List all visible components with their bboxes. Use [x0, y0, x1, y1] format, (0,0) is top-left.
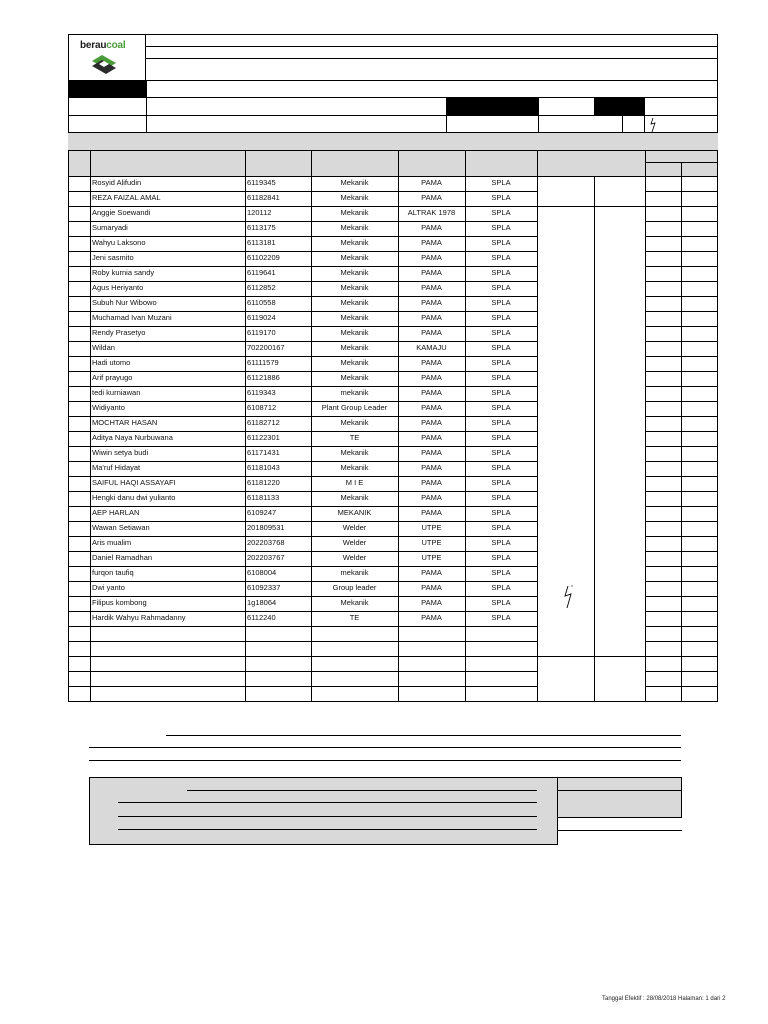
cell-position: Mekanik	[340, 598, 369, 607]
cell-name: furqon taufiq	[92, 568, 134, 577]
cell-company: PAMA	[421, 613, 442, 622]
approval-box	[89, 777, 682, 845]
cell-company: PAMA	[421, 448, 442, 457]
cell-company: PAMA	[421, 238, 442, 247]
header-rule	[146, 58, 718, 59]
cell-position: TE	[349, 613, 360, 622]
table-row	[68, 221, 718, 236]
cell-name: tedi kurniawan	[92, 388, 141, 397]
cell-position: Mekanik	[340, 418, 369, 427]
cell-name: Wiwin setya budi	[92, 448, 149, 457]
company-logo	[80, 40, 125, 51]
cell-company: PAMA	[421, 223, 442, 232]
cell-company: PAMA	[421, 358, 442, 367]
cell-employee-id: 61171431	[247, 448, 280, 457]
cell-employee-id: 202203767	[247, 553, 285, 562]
cell-employee-id: 61181220	[247, 478, 280, 487]
cell-name: Roby kurnia sandy	[92, 268, 155, 277]
table-row	[68, 401, 718, 416]
cell-department: SPLA	[491, 508, 511, 517]
cell-name: AEP HARLAN	[92, 508, 140, 517]
table-row	[68, 551, 718, 566]
cell-department: SPLA	[491, 493, 511, 502]
cell-employee-id: 61111579	[247, 358, 279, 367]
cell-name: Aris mualim	[92, 538, 132, 547]
cell-employee-id: 61181043	[247, 463, 280, 472]
cell-name: Hengki danu dwi yulianto	[92, 493, 176, 502]
cell-department: SPLA	[491, 373, 511, 382]
cell-employee-id: 6119345	[247, 178, 276, 187]
cell-department: SPLA	[491, 418, 511, 427]
cell-position: Mekanik	[340, 223, 369, 232]
cell-employee-id: 6108004	[247, 568, 277, 577]
cell-position: Mekanik	[340, 193, 369, 202]
cell-employee-id: 6119641	[247, 268, 276, 277]
approval-line	[558, 830, 682, 831]
cell-name: MOCHTAR HASAN	[92, 418, 158, 427]
approval-line	[118, 829, 537, 830]
cell-department: SPLA	[491, 463, 511, 472]
cell-employee-id: 6119024	[247, 313, 276, 322]
signature-mark-icon	[562, 584, 576, 610]
cell-department: SPLA	[491, 343, 511, 352]
header-rule	[146, 81, 147, 133]
approval-signature-cell	[558, 817, 682, 845]
table-row	[68, 326, 718, 341]
cell-name: Sumaryadi	[92, 223, 128, 232]
cell-employee-id: 6109247	[247, 508, 277, 517]
table-row-line	[68, 656, 537, 657]
cell-name: Aditya Naya Nurbuwana	[92, 433, 173, 442]
cell-employee-id: 61122301	[247, 433, 280, 442]
table-row	[68, 356, 718, 371]
cell-position: Mekanik	[340, 328, 369, 337]
table-row	[68, 416, 718, 431]
cell-department: SPLA	[491, 193, 511, 202]
table-row	[68, 506, 718, 521]
cell-department: SPLA	[491, 613, 511, 622]
cell-company: PAMA	[421, 298, 442, 307]
cell-name: Filipus kombong	[92, 598, 147, 607]
cell-name: Wawan Setiawan	[92, 523, 150, 532]
cell-position: Mekanik	[340, 298, 369, 307]
cell-company: PAMA	[421, 418, 442, 427]
header-black-field	[446, 98, 538, 115]
cell-company: PAMA	[421, 568, 442, 577]
cell-name: Rendy Prasetyo	[92, 328, 146, 337]
cell-position: Mekanik	[340, 283, 369, 292]
cell-name: Hardik Wahyu Rahmadanny	[92, 613, 186, 622]
cell-employee-id: 702200167	[247, 343, 285, 352]
logo-text-coal: coal	[106, 40, 126, 51]
document-header	[68, 34, 718, 150]
cell-department: SPLA	[491, 268, 511, 277]
cell-company: PAMA	[421, 583, 442, 592]
cell-company: KAMAJU	[416, 343, 447, 352]
table-row	[68, 476, 718, 491]
cell-company: PAMA	[421, 463, 442, 472]
cell-department: SPLA	[491, 388, 511, 397]
cell-department: SPLA	[491, 313, 511, 322]
cell-department: SPLA	[491, 253, 511, 262]
table-row	[68, 581, 718, 596]
cell-position: Mekanik	[340, 343, 369, 352]
table-row-line	[68, 626, 537, 627]
cell-company: PAMA	[421, 253, 442, 262]
table-row-line	[645, 656, 718, 657]
header-rule	[644, 98, 645, 133]
cell-company: PAMA	[421, 508, 442, 517]
table-row	[68, 611, 718, 626]
cell-position: Mekanik	[340, 358, 369, 367]
table-row-line	[68, 641, 537, 642]
cell-company: UTPE	[421, 538, 442, 547]
cell-position: Mekanik	[340, 463, 369, 472]
cell-position: Mekanik	[340, 493, 369, 502]
table-row-line	[645, 626, 718, 627]
cell-employee-id: 6110558	[247, 298, 276, 307]
cell-company: PAMA	[421, 373, 442, 382]
cell-company: PAMA	[421, 328, 442, 337]
cell-position: MEKANIK	[337, 508, 372, 517]
approval-line	[187, 790, 537, 791]
cell-company: UTPE	[421, 523, 442, 532]
cell-department: SPLA	[491, 538, 511, 547]
table-row-line	[537, 656, 594, 657]
header-rule	[146, 46, 718, 47]
cell-company: PAMA	[421, 493, 442, 502]
notes-line	[166, 735, 681, 736]
cell-position: Mekanik	[340, 268, 369, 277]
table-row	[68, 206, 718, 221]
cell-position: Mekanik	[340, 448, 369, 457]
cell-department: SPLA	[491, 298, 511, 307]
notes-line	[89, 760, 681, 761]
table-header-band	[68, 133, 718, 150]
table-row	[68, 596, 718, 611]
cell-department: SPLA	[491, 283, 511, 292]
cell-company: PAMA	[421, 433, 442, 442]
cell-department: SPLA	[491, 553, 511, 562]
table-row	[68, 311, 718, 326]
cell-employee-id: 202203768	[247, 538, 285, 547]
notes-line	[89, 747, 681, 748]
cell-employee-id: 61102209	[247, 253, 280, 262]
cell-position: Mekanik	[340, 253, 369, 262]
cell-name: Arif prayugo	[92, 373, 133, 382]
table-row-line	[68, 701, 537, 702]
table-row	[68, 536, 718, 551]
table-row	[68, 386, 718, 401]
cell-department: SPLA	[491, 358, 511, 367]
cell-company: ALTRAK 1978	[407, 208, 456, 217]
table-row-line	[645, 671, 718, 672]
cell-company: PAMA	[421, 478, 442, 487]
cell-name: Daniel Ramadhan	[92, 553, 153, 562]
table-row	[68, 521, 718, 536]
cell-department: SPLA	[491, 433, 511, 442]
cell-department: SPLA	[491, 178, 511, 187]
cell-company: UTPE	[421, 553, 442, 562]
approval-line	[118, 816, 537, 817]
header-rule	[446, 98, 447, 133]
cell-employee-id: 6112852	[247, 283, 276, 292]
cell-employee-id: 6113175	[247, 223, 276, 232]
cell-department: SPLA	[491, 448, 511, 457]
cell-name: Widiyanto	[92, 403, 125, 412]
cell-company: PAMA	[421, 193, 442, 202]
table-row-line	[645, 686, 718, 687]
cell-name: REZA FAIZAL AMAL	[92, 193, 161, 202]
header-rule	[622, 116, 623, 133]
cell-employee-id: 61182841	[247, 193, 280, 202]
cell-name: Rosyid Alifudin	[92, 178, 142, 187]
cell-employee-id: 61121886	[247, 373, 280, 382]
page-footer: Tanggal Efektif : 28/08/2018 Halaman: 1 dari 2	[602, 996, 726, 1002]
cell-department: SPLA	[491, 583, 511, 592]
cell-position: Group leader	[332, 583, 377, 592]
cell-name: Wahyu Laksono	[92, 238, 146, 247]
cell-employee-id: 6113181	[247, 238, 276, 247]
cell-employee-id: 6119343	[247, 388, 276, 397]
cell-position: Plant Group Leader	[321, 403, 388, 412]
cell-employee-id: 6119170	[247, 328, 276, 337]
table-row	[68, 236, 718, 251]
cell-department: SPLA	[491, 598, 511, 607]
table-row-line	[68, 686, 537, 687]
table-row	[68, 296, 718, 311]
cell-name: Anggie Soewandi	[92, 208, 151, 217]
cell-position: Welder	[342, 538, 367, 547]
cell-company: PAMA	[421, 178, 442, 187]
cell-company: PAMA	[421, 283, 442, 292]
table-row	[68, 491, 718, 506]
cell-department: SPLA	[491, 328, 511, 337]
cell-department: SPLA	[491, 208, 511, 217]
table-row	[68, 431, 718, 446]
header-rule	[538, 98, 539, 133]
cell-employee-id: 6108712	[247, 403, 277, 412]
table-row-line	[68, 671, 537, 672]
cell-company: PAMA	[421, 598, 442, 607]
cell-employee-id: 61092337	[247, 583, 281, 592]
cell-position: Welder	[342, 553, 367, 562]
cell-department: SPLA	[491, 403, 511, 412]
cell-company: PAMA	[421, 268, 442, 277]
table-row-line	[645, 162, 718, 163]
table-row	[68, 176, 718, 191]
cell-employee-id: 61182712	[247, 418, 280, 427]
cell-position: M I E	[345, 478, 364, 487]
header-black-field	[594, 98, 644, 115]
cell-position: Mekanik	[340, 313, 369, 322]
cell-employee-id: 1g18064	[247, 598, 277, 607]
table-row-line	[645, 641, 718, 642]
cell-position: mekanik	[340, 388, 369, 397]
cell-company: PAMA	[421, 403, 442, 412]
logo-cell	[68, 34, 146, 80]
cell-position: Mekanik	[340, 178, 369, 187]
table-row	[68, 446, 718, 461]
header-rule	[68, 80, 718, 81]
approval-line	[118, 802, 537, 803]
table-row	[68, 566, 718, 581]
cell-name: Dwi yanto	[92, 583, 125, 592]
cell-name: Muchamad Ivan Muzani	[92, 313, 172, 322]
cell-name: Subuh Nur Wibowo	[92, 298, 157, 307]
approval-line	[558, 790, 682, 791]
cell-position: TE	[349, 433, 360, 442]
table-row	[68, 281, 718, 296]
cell-position: Mekanik	[340, 238, 369, 247]
cell-employee-id: 120112	[247, 208, 272, 217]
cell-employee-id: 6112240	[247, 613, 276, 622]
cell-position: Welder	[342, 523, 367, 532]
table-row	[68, 341, 718, 356]
header-rule	[68, 115, 718, 116]
cell-department: SPLA	[491, 223, 511, 232]
cell-position: Mekanik	[340, 208, 369, 217]
cell-name: Hadi utomo	[92, 358, 131, 367]
table-row	[68, 266, 718, 281]
cell-name: Ma'ruf Hidayat	[92, 463, 141, 472]
table-row-line	[645, 701, 718, 702]
cell-department: SPLA	[491, 238, 511, 247]
cell-position: Mekanik	[340, 373, 369, 382]
cell-name: SAIFUL HAQI ASSAYAFI	[92, 478, 176, 487]
cell-employee-id: 61181133	[247, 493, 280, 502]
cell-department: SPLA	[491, 568, 511, 577]
cell-employee-id: 201809531	[247, 523, 285, 532]
signature-mark-icon	[648, 117, 658, 133]
table-row	[68, 251, 718, 266]
cell-name: Agus Heriyanto	[92, 283, 144, 292]
cell-company: PAMA	[421, 388, 442, 397]
cell-company: PAMA	[421, 313, 442, 322]
table-row	[68, 371, 718, 386]
table-row	[68, 461, 718, 476]
table-row	[68, 191, 718, 206]
logo-mark-icon	[90, 53, 118, 75]
cell-department: SPLA	[491, 523, 511, 532]
cell-name: Jeni sasmito	[92, 253, 134, 262]
header-black-label	[68, 81, 146, 97]
cell-name: Wildan	[92, 343, 115, 352]
attendance-table	[68, 150, 718, 702]
cell-position: mekanik	[340, 568, 369, 577]
cell-department: SPLA	[491, 478, 511, 487]
logo-text-berau: berau	[80, 40, 107, 51]
